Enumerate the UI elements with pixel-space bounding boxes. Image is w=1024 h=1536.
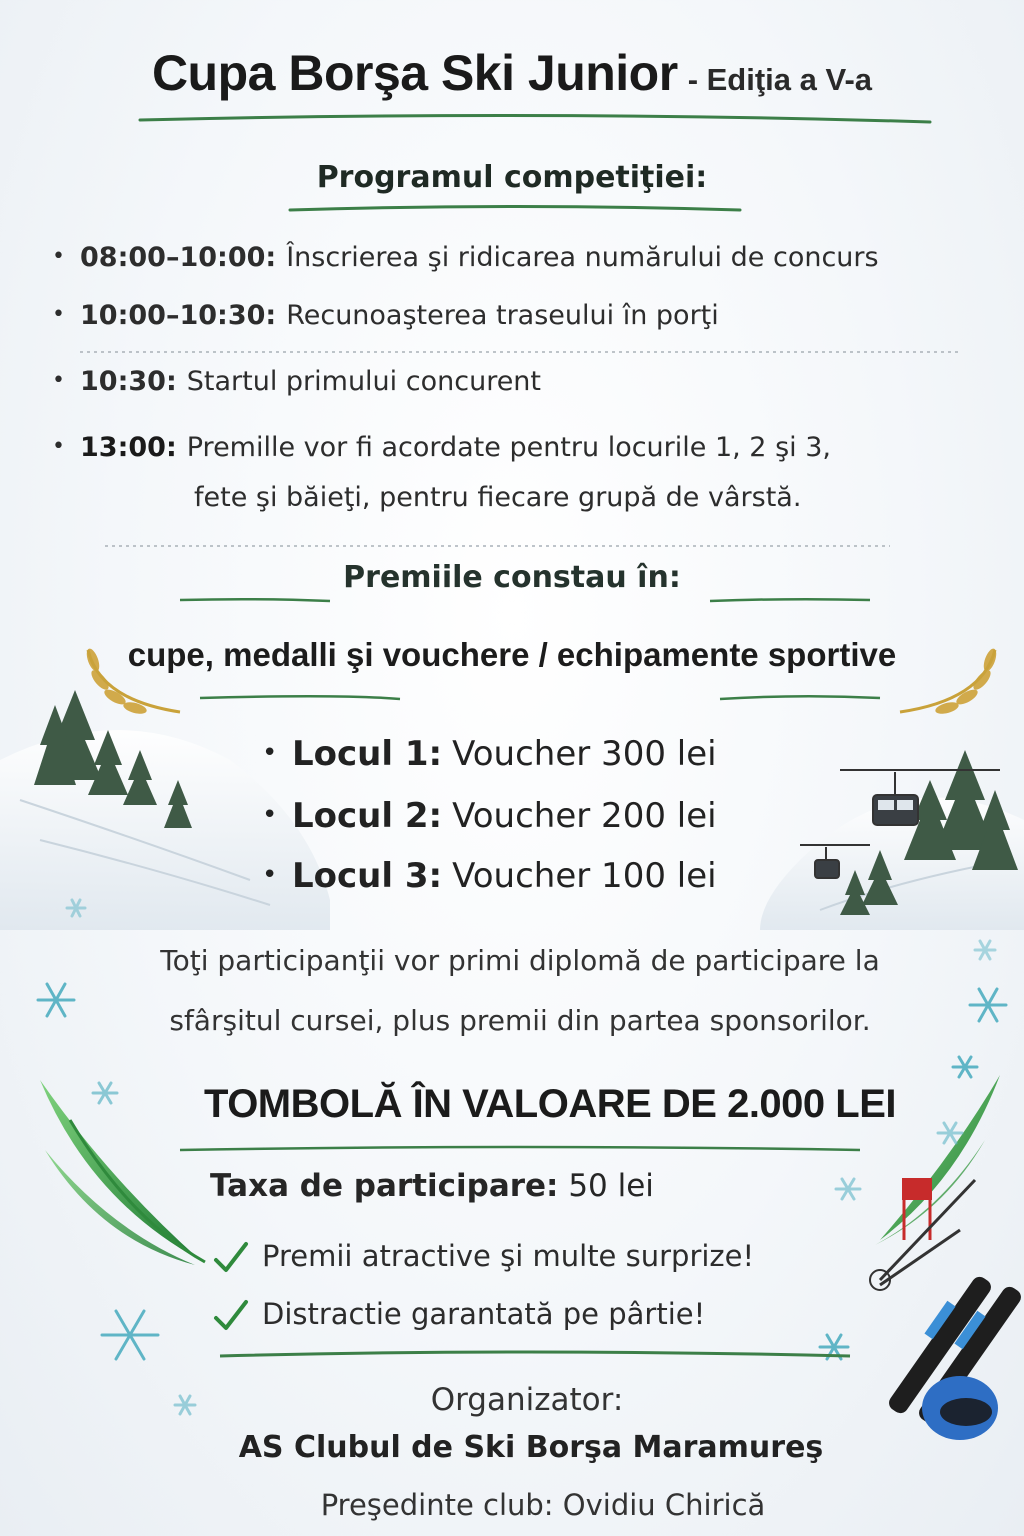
prizes-subheading: cupe, medalli şi vouchere / echipamente sportive xyxy=(127,636,897,673)
bullet-icon: • xyxy=(52,244,65,269)
schedule-item xyxy=(52,300,719,331)
bullet-icon: • xyxy=(262,738,278,768)
program-heading: Programul competiţiei: xyxy=(316,160,708,195)
schedule-text: Startul primului concurent xyxy=(186,366,542,397)
bullet-icon: • xyxy=(52,302,65,327)
title-edition: - Ediţia a V-a xyxy=(687,62,873,97)
bullet-icon: • xyxy=(262,860,278,890)
schedule-item xyxy=(52,432,831,463)
bullet-icon: • xyxy=(52,368,65,393)
prize-place-label: Locul 1: xyxy=(292,734,443,774)
participation-note-line1: Toţi participanţii vor primi diplomă de participare la xyxy=(160,944,880,977)
checkmark-icon xyxy=(210,1238,250,1278)
bullet-icon: • xyxy=(52,434,65,459)
schedule-time: 10:30: xyxy=(80,366,177,397)
fee-label: Taxa de participare: xyxy=(210,1168,559,1204)
fee-value: 50 lei xyxy=(568,1168,654,1204)
club-president: Preşedinte club: Ovidiu Chirică xyxy=(320,1488,766,1522)
schedule-time: 10:00–10:30: xyxy=(80,300,277,331)
prize-place xyxy=(262,734,717,774)
schedule-text-continuation: fete şi băieţi, pentru fiecare grupă de vârstă. xyxy=(194,482,802,513)
raffle-banner: TOMBOLĂ ÎN VALOARE DE 2.000 LEI xyxy=(203,1082,897,1126)
prize-place-value: Voucher 300 lei xyxy=(452,734,717,774)
poster-title xyxy=(0,44,1024,102)
prizes-heading: Premiile constau în: xyxy=(343,560,681,595)
prize-place-value: Voucher 200 lei xyxy=(452,796,717,836)
schedule-time: 08:00–10:00: xyxy=(80,242,277,273)
schedule-text: Recunoaşterea traseului în porţi xyxy=(286,300,719,331)
schedule-item xyxy=(52,366,541,397)
highlight-text: Premii atractive şi multe surprize! xyxy=(262,1239,755,1273)
organizer-label: Organizator: xyxy=(430,1382,624,1418)
highlight-item xyxy=(210,1296,705,1336)
prize-place-label: Locul 3: xyxy=(292,856,443,896)
title-main: Cupa Borşa Ski Junior xyxy=(151,45,678,101)
participation-fee xyxy=(210,1168,654,1204)
prize-place-label: Locul 2: xyxy=(292,796,443,836)
schedule-time: 13:00: xyxy=(80,432,177,463)
prize-place xyxy=(262,796,717,836)
schedule-item xyxy=(52,242,879,273)
participation-note-line2: sfârşitul cursei, plus premii din partea sponsorilor. xyxy=(169,1004,871,1037)
prize-place-value: Voucher 100 lei xyxy=(452,856,717,896)
snowflake-icon xyxy=(38,900,1006,1414)
schedule-text: Înscrierea şi ridicarea numărului de concurs xyxy=(286,242,879,273)
bullet-icon: • xyxy=(262,800,278,830)
highlight-item xyxy=(210,1238,754,1278)
checkmark-icon xyxy=(210,1296,250,1336)
schedule-text: Premille vor fi acordate pentru locurile 1, 2 şi 3, xyxy=(186,432,831,463)
prize-place xyxy=(262,856,717,896)
organizer-name: AS Clubul de Ski Borşa Maramureş xyxy=(238,1430,824,1465)
highlight-text: Distractie garantată pe pârtie! xyxy=(262,1297,706,1331)
